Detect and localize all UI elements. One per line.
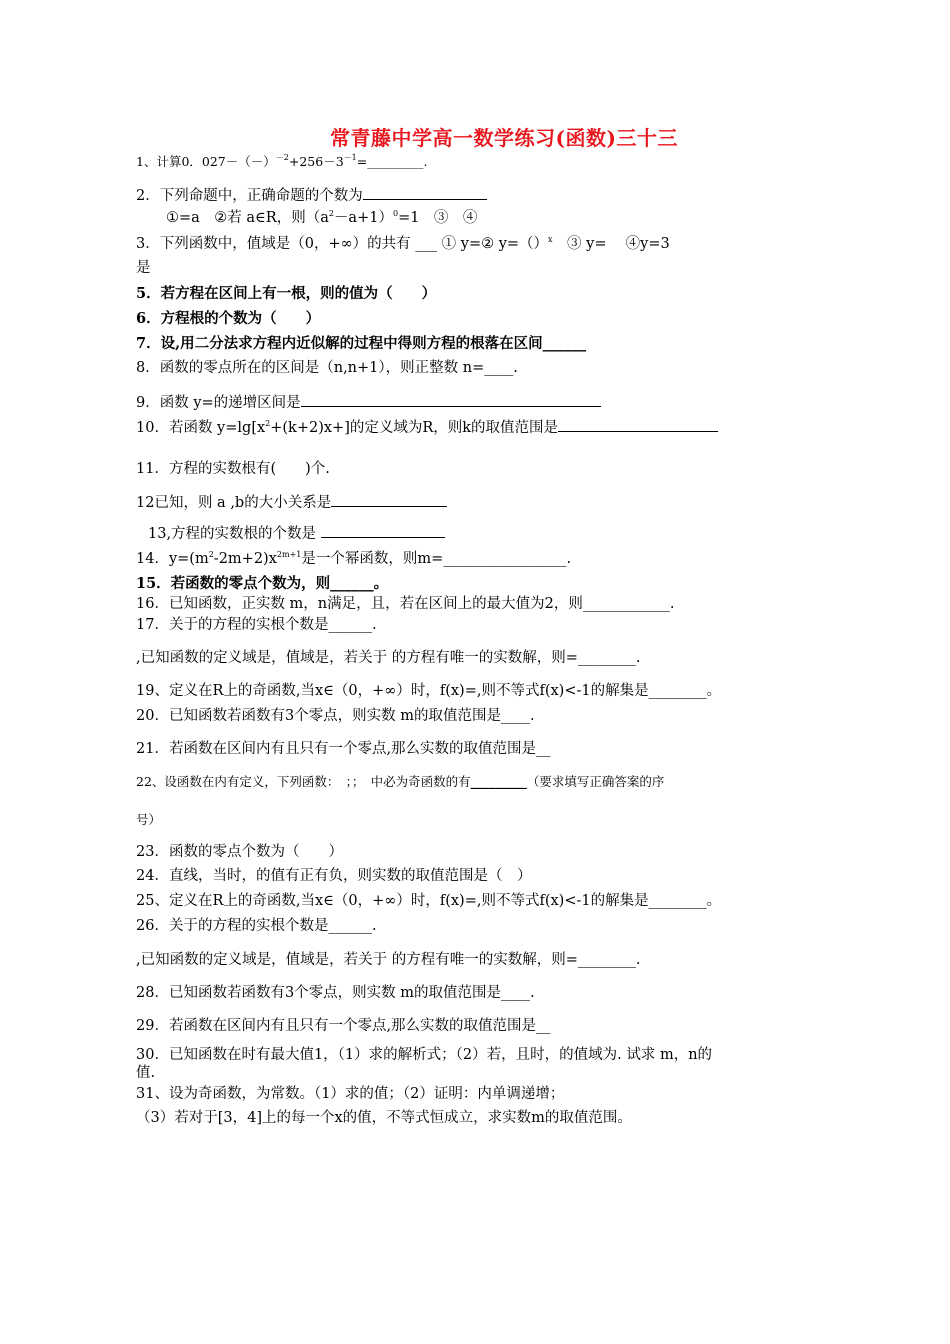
question-20: 20．已知函数若函数有3个零点，则实数 m的取值范围是____. xyxy=(136,708,535,724)
question-6: 6．方程根的个数为（ ） xyxy=(136,310,321,327)
question-5: 5．若方程在区间上有一根，则的值为（ ） xyxy=(136,285,437,302)
question-2-options: ①=a ②若 a∈R，则$(a^2-a+1)^0=1$ ③ ④ xyxy=(166,209,478,226)
question-1: 1、计算0．$027-(-)^{-2}+256-3^{-1}=\_\_\_\_\_\_\_\_\_$. xyxy=(136,153,428,169)
question-8: 8．函数的零点所在的区间是（n,n+1），则正整数 n=____. xyxy=(136,360,518,376)
question-28: 28．已知函数若函数有3个零点，则实数 m的取值范围是____. xyxy=(136,985,535,1001)
question-18: ,已知函数的定义域是，值域是，若关于 的方程有唯一的实数解，则=________. xyxy=(136,650,641,666)
question-16: 16．已知函数，正实数 m，n满足，且，若在区间上的最大值为2，则____________. xyxy=(136,596,675,612)
question-30-continued: 值. xyxy=(136,1065,156,1081)
question-31: 31、设为奇函数，为常数。（1）求的值；（2）证明：内单调递增； xyxy=(136,1086,565,1102)
question-26: 26．关于的方程的实根个数是______. xyxy=(136,918,377,934)
question-7: 7．设,用二分法求方程内近似解的过程中得则方程的根落在区间______ xyxy=(136,335,587,352)
question-23: 23．函数的零点个数为（ ） xyxy=(136,844,343,860)
question-11: 11．方程的实数根有( )个. xyxy=(136,461,330,477)
question-17: 17．关于的方程的实根个数是______. xyxy=(136,617,377,633)
answer-blank xyxy=(331,492,447,507)
page-title: 常青藤中学高一数学练习(函数)三十三 xyxy=(330,126,678,150)
question-21: 21．若函数在区间内有且只有一个零点,那么实数的取值范围是__ xyxy=(136,741,551,757)
question-14: 14．$y=(m^2-2m+2)x^{2m+1}$是一个幂函数，则m=_________________. xyxy=(136,550,572,567)
question-19: 19、定义在R上的奇函数,当x∈（0，+∞）时，f(x)=,则不等式f(x)<-1的解集是________。 xyxy=(136,683,722,699)
question-2: 2．下列命题中，正确命题的个数为 xyxy=(136,185,487,206)
question-15: 15．若函数的零点个数为，则______。 xyxy=(136,575,389,592)
answer-blank xyxy=(321,523,445,538)
question-10: 10．若函数 $y=\lg[x^2+(k+2)x+]$的定义域为R，则k的取值范围是 xyxy=(136,417,718,438)
question-29: 29．若函数在区间内有且只有一个零点,那么实数的取值范围是__ xyxy=(136,1018,551,1034)
question-9: 9．函数 y=的递增区间是 xyxy=(136,392,601,413)
question-25: 25、定义在R上的奇函数,当x∈（0，+∞）时，f(x)=,则不等式f(x)<-1的解集是________。 xyxy=(136,893,722,909)
answer-blank xyxy=(558,417,718,432)
answer-blank xyxy=(301,392,601,407)
question-12: 12已知，则 a ,b的大小关系是 xyxy=(136,492,447,513)
question-27: ,已知函数的定义域是，值域是，若关于 的方程有唯一的实数解，则=________. xyxy=(136,952,641,968)
question-22-continued: 号） xyxy=(136,812,162,827)
question-30: 30．已知函数在时有最大值1，（1）求的解析式；（2）若，且时，的值域为. 试求 m，n的 xyxy=(136,1047,713,1063)
question-13: 13,方程的实数根的个数是 xyxy=(148,523,445,544)
question-3-continued: 是 xyxy=(136,260,151,276)
question-24: 24．直线，当时，的值有正有负，则实数的取值范围是（ ） xyxy=(136,868,532,884)
question-31-part-3: （3）若对于[3，4]上的每一个x的值，不等式恒成立，求实数m的取值范围。 xyxy=(136,1110,632,1126)
answer-blank xyxy=(363,185,487,200)
question-22: 22、设函数在内有定义，下列函数： ；； 中必为奇函数的有_________（要求填写正确答案的序 xyxy=(136,774,665,789)
question-3: 3．下列函数中，值域是（0，+∞）的共有 ___ ① y=② y=（）$^x$ ③ y= ④y=3 xyxy=(136,235,670,252)
